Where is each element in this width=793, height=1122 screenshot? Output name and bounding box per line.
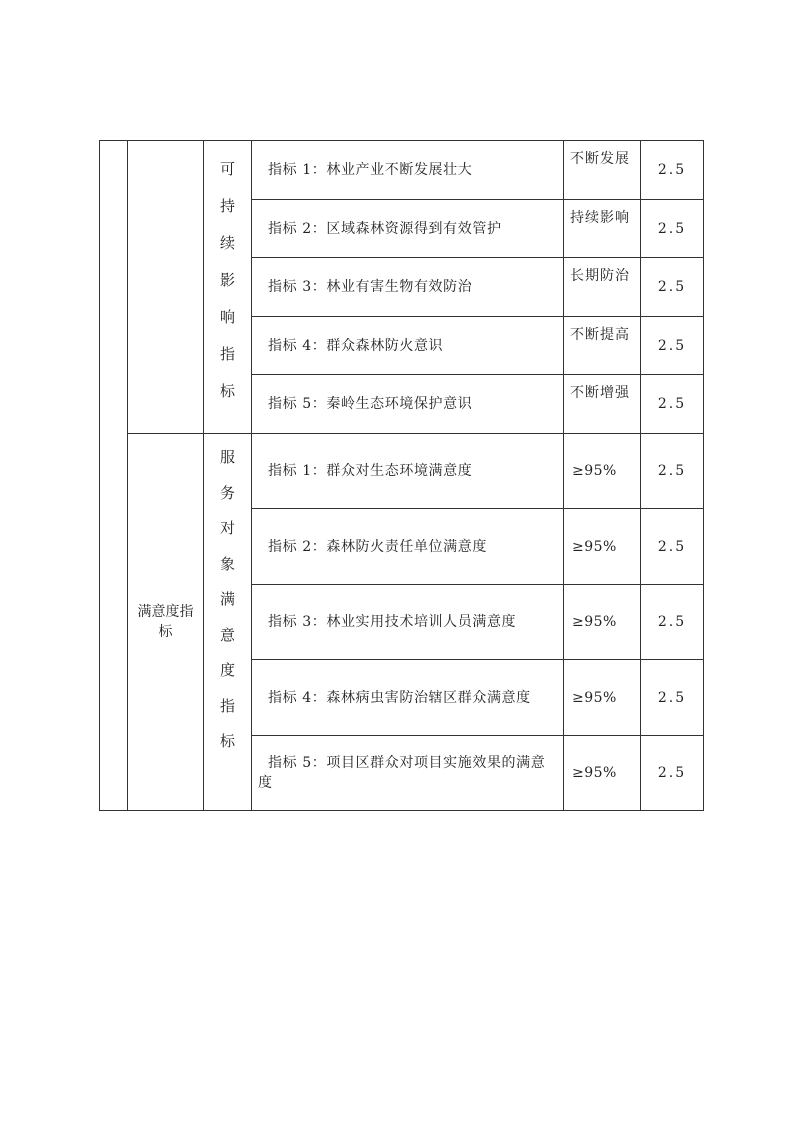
score-cell bbox=[641, 317, 704, 375]
score-text: 2.5 bbox=[657, 463, 687, 479]
level2-blank-cell bbox=[128, 141, 204, 434]
target-cell bbox=[564, 434, 641, 509]
target-cell bbox=[564, 375, 641, 434]
satisfaction-category-cell bbox=[204, 434, 252, 811]
table-row bbox=[100, 434, 704, 509]
score-text: 2.5 bbox=[657, 689, 687, 706]
target-cell bbox=[564, 200, 641, 258]
indicator-cell bbox=[252, 736, 564, 811]
score-text: 2.5 bbox=[657, 765, 687, 781]
target-text: ≥95% bbox=[572, 689, 617, 706]
satisfaction-level1-label: 满意度指标 bbox=[137, 604, 194, 640]
level1-blank-cell bbox=[100, 141, 128, 811]
indicator-cell bbox=[252, 375, 564, 434]
indicator-text: 指标 5：项目区群众对项目实施效果的满意度 bbox=[258, 755, 546, 791]
target-text: 长期防治 bbox=[570, 268, 630, 284]
indicator-cell bbox=[252, 585, 564, 660]
target-cell bbox=[564, 258, 641, 317]
score-text: 2.5 bbox=[657, 162, 687, 178]
indicator-text: 指标 4：群众森林防火意识 bbox=[268, 337, 444, 354]
satisfaction-category-label: 服务对象满意度指标 bbox=[220, 448, 236, 750]
indicator-cell bbox=[252, 434, 564, 509]
indicator-cell bbox=[252, 509, 564, 585]
target-text: 不断提高 bbox=[570, 327, 630, 343]
target-text: ≥95% bbox=[572, 765, 617, 781]
indicator-cell bbox=[252, 141, 564, 200]
indicator-text: 指标 1：群众对生态环境满意度 bbox=[268, 463, 473, 479]
indicator-text: 指标 2：森林防火责任单位满意度 bbox=[268, 538, 487, 555]
score-cell bbox=[641, 736, 704, 811]
score-cell bbox=[641, 141, 704, 200]
score-text: 2.5 bbox=[657, 614, 687, 630]
target-text: 持续影响 bbox=[570, 210, 630, 226]
indicator-cell bbox=[252, 317, 564, 375]
score-text: 2.5 bbox=[657, 337, 687, 354]
target-text: 不断增强 bbox=[570, 385, 630, 401]
target-cell bbox=[564, 736, 641, 811]
score-cell bbox=[641, 660, 704, 736]
sustainable-category-cell bbox=[204, 141, 252, 434]
indicator-cell bbox=[252, 660, 564, 736]
target-text: ≥95% bbox=[572, 614, 617, 630]
target-cell bbox=[564, 585, 641, 660]
indicator-cell bbox=[252, 200, 564, 258]
indicator-text: 指标 4：森林病虫害防治辖区群众满意度 bbox=[268, 689, 531, 706]
target-text: ≥95% bbox=[572, 463, 617, 479]
score-text: 2.5 bbox=[657, 396, 687, 412]
indicator-cell bbox=[252, 258, 564, 317]
indicator-text: 指标 3：林业实用技术培训人员满意度 bbox=[268, 614, 517, 630]
score-text: 2.5 bbox=[657, 279, 687, 295]
score-cell bbox=[641, 258, 704, 317]
indicator-text: 指标 3：林业有害生物有效防治 bbox=[268, 279, 473, 295]
score-cell bbox=[641, 200, 704, 258]
score-cell bbox=[641, 585, 704, 660]
score-cell bbox=[641, 375, 704, 434]
score-text: 2.5 bbox=[657, 538, 687, 555]
table-row bbox=[100, 141, 704, 200]
indicator-text: 指标 1：林业产业不断发展壮大 bbox=[268, 162, 473, 178]
target-cell bbox=[564, 317, 641, 375]
score-text: 2.5 bbox=[657, 220, 687, 237]
performance-indicator-table bbox=[99, 140, 704, 811]
sustainable-category-label: 可持续影响指标 bbox=[220, 160, 236, 400]
indicator-text: 指标 5：秦岭生态环境保护意识 bbox=[268, 396, 473, 412]
target-cell bbox=[564, 509, 641, 585]
indicator-text: 指标 2：区域森林资源得到有效管护 bbox=[268, 220, 502, 237]
target-cell bbox=[564, 660, 641, 736]
satisfaction-level1-cell bbox=[128, 434, 204, 811]
score-cell bbox=[641, 509, 704, 585]
score-cell bbox=[641, 434, 704, 509]
target-cell bbox=[564, 141, 641, 200]
target-text: 不断发展 bbox=[570, 151, 630, 167]
target-text: ≥95% bbox=[572, 538, 617, 555]
